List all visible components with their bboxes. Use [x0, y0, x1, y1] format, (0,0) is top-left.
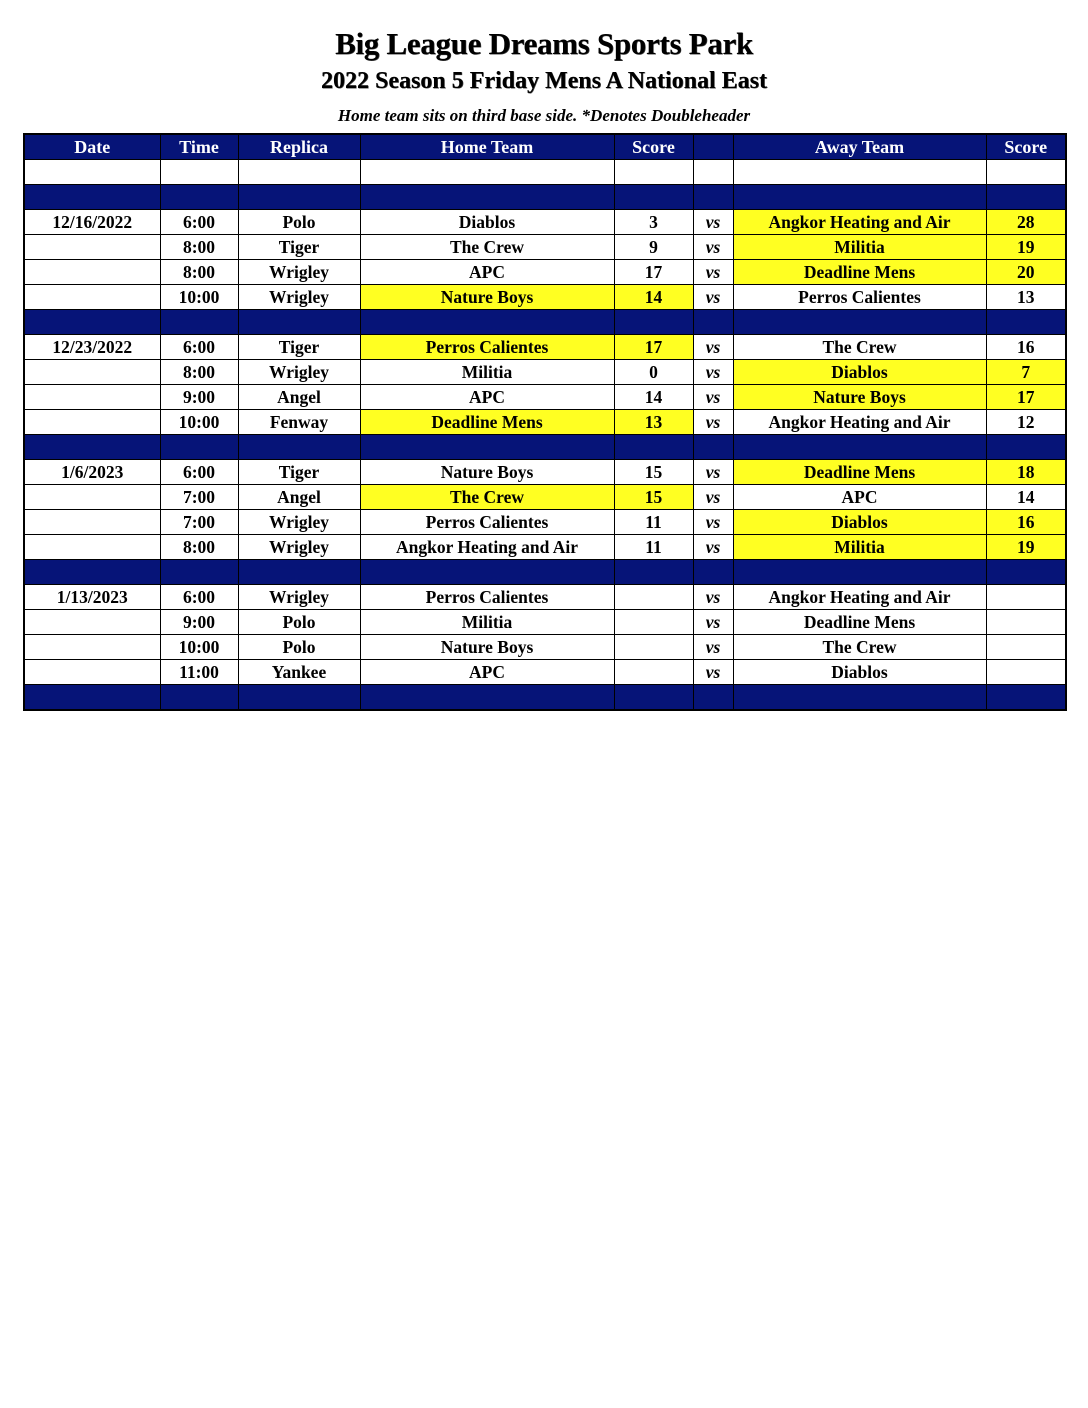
away-score-cell: 13: [986, 285, 1066, 310]
home-team-cell: Diablos: [360, 210, 614, 235]
time-cell: 9:00: [160, 610, 238, 635]
away-score-cell: [986, 585, 1066, 610]
home-score-cell: 11: [614, 510, 693, 535]
table-row: [24, 485, 1066, 510]
vs-cell: vs: [693, 510, 733, 535]
home-score-cell: [614, 610, 693, 635]
away-score-cell: [986, 660, 1066, 685]
table-row: [24, 410, 1066, 435]
vs-cell: vs: [693, 610, 733, 635]
away-score-cell: 14: [986, 485, 1066, 510]
time-cell: 10:00: [160, 635, 238, 660]
away-team-cell: The Crew: [733, 635, 986, 660]
schedule-table: [23, 133, 1067, 711]
home-team-cell: APC: [360, 385, 614, 410]
replica-cell: Tiger: [238, 460, 360, 485]
away-score-cell: 16: [986, 335, 1066, 360]
vs-cell: vs: [693, 460, 733, 485]
home-score-cell: [614, 660, 693, 685]
away-team-cell: Diablos: [733, 660, 986, 685]
vs-cell: vs: [693, 385, 733, 410]
home-team-cell: Militia: [360, 610, 614, 635]
home-score-cell: [614, 585, 693, 610]
vs-cell: vs: [693, 260, 733, 285]
table-row: [24, 585, 1066, 610]
date-cell: [24, 385, 160, 410]
date-cell: 12/23/2022: [24, 335, 160, 360]
home-score-cell: 15: [614, 485, 693, 510]
column-header-vs: [693, 134, 733, 160]
away-team-cell: Deadline Mens: [733, 260, 986, 285]
vs-cell: vs: [693, 585, 733, 610]
away-score-cell: [986, 635, 1066, 660]
away-score-cell: [986, 610, 1066, 635]
table-row: [24, 660, 1066, 685]
time-cell: 10:00: [160, 410, 238, 435]
replica-cell: Wrigley: [238, 510, 360, 535]
table-row: [24, 535, 1066, 560]
home-score-cell: 15: [614, 460, 693, 485]
away-team-cell: Angkor Heating and Air: [733, 410, 986, 435]
table-row: [24, 510, 1066, 535]
away-team-cell: The Crew: [733, 335, 986, 360]
away-score-cell: 16: [986, 510, 1066, 535]
table-row: [24, 210, 1066, 235]
time-cell: 8:00: [160, 260, 238, 285]
schedule-note: Home team sits on third base side. *Denotes Doubleheader: [337, 106, 751, 125]
time-cell: 8:00: [160, 535, 238, 560]
home-team-cell: Deadline Mens: [360, 410, 614, 435]
away-score-cell: 19: [986, 235, 1066, 260]
home-team-cell: Perros Calientes: [360, 585, 614, 610]
home-score-cell: 11: [614, 535, 693, 560]
table-row: [24, 610, 1066, 635]
home-team-cell: Nature Boys: [360, 285, 614, 310]
column-header-home-team: Home Team: [360, 134, 614, 160]
time-cell: 9:00: [160, 385, 238, 410]
vs-cell: vs: [693, 660, 733, 685]
replica-cell: Fenway: [238, 410, 360, 435]
away-score-cell: 7: [986, 360, 1066, 385]
away-team-cell: APC: [733, 485, 986, 510]
home-team-cell: Nature Boys: [360, 635, 614, 660]
home-score-cell: [614, 635, 693, 660]
home-team-cell: Perros Calientes: [360, 510, 614, 535]
away-score-cell: 12: [986, 410, 1066, 435]
week-separator-row: [24, 310, 1066, 335]
week-separator-row: [24, 435, 1066, 460]
replica-cell: Tiger: [238, 335, 360, 360]
home-score-cell: 0: [614, 360, 693, 385]
blank-row: [24, 160, 1066, 185]
date-cell: [24, 635, 160, 660]
column-header-away-team: Away Team: [733, 134, 986, 160]
time-cell: 7:00: [160, 485, 238, 510]
time-cell: 6:00: [160, 210, 238, 235]
table-row: [24, 260, 1066, 285]
vs-cell: vs: [693, 210, 733, 235]
date-cell: [24, 510, 160, 535]
away-team-cell: Deadline Mens: [733, 460, 986, 485]
away-team-cell: Perros Calientes: [733, 285, 986, 310]
table-row: [24, 460, 1066, 485]
away-team-cell: Militia: [733, 235, 986, 260]
away-team-cell: Diablos: [733, 360, 986, 385]
date-cell: [24, 660, 160, 685]
date-cell: [24, 485, 160, 510]
home-team-cell: Nature Boys: [360, 460, 614, 485]
away-team-cell: Deadline Mens: [733, 610, 986, 635]
replica-cell: Wrigley: [238, 585, 360, 610]
time-cell: 7:00: [160, 510, 238, 535]
home-score-cell: 3: [614, 210, 693, 235]
away-score-cell: 19: [986, 535, 1066, 560]
away-team-cell: Diablos: [733, 510, 986, 535]
home-team-cell: The Crew: [360, 235, 614, 260]
date-cell: [24, 535, 160, 560]
week-separator-row: [24, 560, 1066, 585]
date-cell: [24, 360, 160, 385]
page-title: Big League Dreams Sports Park: [335, 26, 753, 61]
home-score-cell: 14: [614, 285, 693, 310]
vs-cell: vs: [693, 285, 733, 310]
home-team-cell: Perros Calientes: [360, 335, 614, 360]
schedule-body: [24, 160, 1066, 711]
replica-cell: Angel: [238, 485, 360, 510]
vs-cell: vs: [693, 535, 733, 560]
time-cell: 8:00: [160, 360, 238, 385]
away-score-cell: 20: [986, 260, 1066, 285]
replica-cell: Polo: [238, 635, 360, 660]
replica-cell: Wrigley: [238, 360, 360, 385]
table-row: [24, 235, 1066, 260]
away-score-cell: 17: [986, 385, 1066, 410]
date-cell: 1/6/2023: [24, 460, 160, 485]
away-team-cell: Angkor Heating and Air: [733, 210, 986, 235]
replica-cell: Wrigley: [238, 535, 360, 560]
home-score-cell: 17: [614, 335, 693, 360]
vs-cell: vs: [693, 485, 733, 510]
date-cell: 12/16/2022: [24, 210, 160, 235]
replica-cell: Tiger: [238, 235, 360, 260]
table-row: [24, 285, 1066, 310]
home-score-cell: 14: [614, 385, 693, 410]
replica-cell: Polo: [238, 610, 360, 635]
column-header-replica: Replica: [238, 134, 360, 160]
time-cell: 6:00: [160, 585, 238, 610]
date-cell: [24, 285, 160, 310]
vs-cell: vs: [693, 410, 733, 435]
table-row: [24, 385, 1066, 410]
column-header-home-score: Score: [614, 134, 693, 160]
away-team-cell: Militia: [733, 535, 986, 560]
page-subtitle: 2022 Season 5 Friday Mens A National East: [320, 68, 768, 94]
table-row: [24, 635, 1066, 660]
away-team-cell: Angkor Heating and Air: [733, 585, 986, 610]
home-team-cell: Militia: [360, 360, 614, 385]
date-cell: [24, 235, 160, 260]
column-header-time: Time: [160, 134, 238, 160]
week-separator-row: [24, 685, 1066, 711]
away-team-cell: Nature Boys: [733, 385, 986, 410]
column-header-date: Date: [24, 134, 160, 160]
time-cell: 10:00: [160, 285, 238, 310]
table-header-row: [24, 134, 1066, 160]
week-separator-row: [24, 185, 1066, 210]
column-header-away-score: Score: [986, 134, 1066, 160]
vs-cell: vs: [693, 635, 733, 660]
home-score-cell: 17: [614, 260, 693, 285]
away-score-cell: 18: [986, 460, 1066, 485]
replica-cell: Yankee: [238, 660, 360, 685]
table-row: [24, 335, 1066, 360]
home-score-cell: 13: [614, 410, 693, 435]
date-cell: [24, 260, 160, 285]
replica-cell: Wrigley: [238, 285, 360, 310]
replica-cell: Angel: [238, 385, 360, 410]
time-cell: 11:00: [160, 660, 238, 685]
date-cell: [24, 410, 160, 435]
replica-cell: Wrigley: [238, 260, 360, 285]
home-team-cell: The Crew: [360, 485, 614, 510]
away-score-cell: 28: [986, 210, 1066, 235]
home-team-cell: APC: [360, 660, 614, 685]
home-team-cell: APC: [360, 260, 614, 285]
date-cell: 1/13/2023: [24, 585, 160, 610]
replica-cell: Polo: [238, 210, 360, 235]
vs-cell: vs: [693, 235, 733, 260]
table-row: [24, 360, 1066, 385]
time-cell: 6:00: [160, 460, 238, 485]
home-score-cell: 9: [614, 235, 693, 260]
vs-cell: vs: [693, 335, 733, 360]
vs-cell: vs: [693, 360, 733, 385]
home-team-cell: Angkor Heating and Air: [360, 535, 614, 560]
date-cell: [24, 610, 160, 635]
time-cell: 8:00: [160, 235, 238, 260]
time-cell: 6:00: [160, 335, 238, 360]
